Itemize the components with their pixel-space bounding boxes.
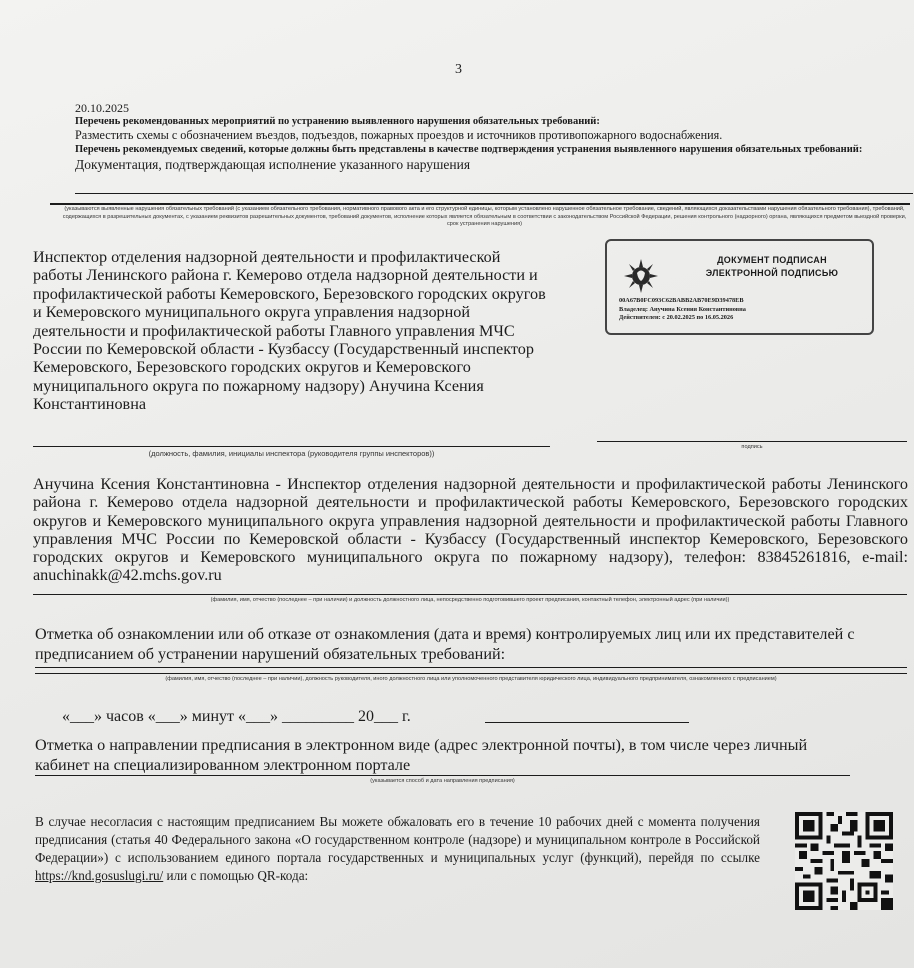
mchs-emblem-icon: [621, 257, 661, 300]
signature-caption: подпись: [741, 444, 763, 450]
electronic-caption: (указывается способ и дата направления предписания): [370, 778, 515, 784]
measures-section: [75, 115, 913, 173]
evidence-text: Документация, подтверждающая исполнение указанного нарушения: [75, 157, 471, 172]
evidence-heading: Перечень рекомендуемых сведений, которые должны быть представлены в качестве подтверждения устранения выявленного нарушения обязательных требований:: [75, 144, 863, 155]
measures-heading: Перечень рекомендованных мероприятий по устранению выявленного нарушения обязательных требований:: [75, 116, 600, 127]
appeal-suffix: или с помощью QR-кода:: [166, 868, 309, 884]
acknowledgement-line: [35, 673, 907, 674]
executor-underline: [33, 594, 907, 595]
signature-title-line1: ДОКУМЕНТ ПОДПИСАН: [717, 255, 827, 265]
executor-block: Анучина Ксения Константиновна - Инспектор отделения надзорной деятельности и профилактической работы Ленинского района г. Кемерово отдела надзорной деятельности и профилактической работы Кемеровского, Березовского городских округов и Кемеровского муниципального округа управления надзорной деятельности и профилактической работы Главного управления МЧС России по Кемеровской области - Кузбассу (Государственный инспектор Кемеровского, Березовского городских округов и Кемеровского муниципального округа по пожарному надзору), телефон: 83845261816, e-mail: anuchinakk@42.mchs.gov.ru: [33, 475, 908, 585]
qr-code[interactable]: [795, 812, 893, 910]
appeal-text: В случае несогласия с настоящим предписанием Вы можете обжаловать его в течение 10 рабочих дней с момента получения предписания (статья 40 Федерального закона «О государственном контроле (надзоре) и муниципальном контроле в Российской Федерации») с использованием единого портала государственных и муниципальных услуг (функций), перейдя по ссылке: [35, 814, 760, 866]
gosuslugi-link[interactable]: https://knd.gosuslugi.ru/: [35, 868, 164, 884]
electronic-delivery-text: Отметка о направлении предписания в электронном виде (адрес электронной почты), в том числе через личный кабинет на специализированном электронном портале: [35, 736, 808, 774]
signature-line: [597, 441, 907, 442]
inspector-underline: [33, 446, 550, 447]
violations-caption: (указываются выявленные нарушения обязательных требований (с указанием обязательного требования, нормативного правового акта и его структурной единицы, которым установлено нарушенное обязательное требование, сведений, являющихся доказательствами нарушения обязательного требования), требований, содержащихся в разрешительных документах, с указанием реквизитов разрешительных документов, требований документов, исполнение которых является обязательным в соответствии с законодательством Российской Федерации, решения контрольного (надзорного) органа, являющихся предметом выездной проверки, срок устранения нарушения): [62, 206, 907, 227]
certificate-number: 00A67B0FC093C62BABB2AB70E9D39478EB: [619, 297, 744, 304]
divider-line: [50, 203, 910, 205]
electronic-underline: [35, 775, 850, 776]
acknowledgement-line: [35, 667, 907, 668]
certificate-owner: Владелец: Анучина Ксения Константиновна: [619, 305, 746, 313]
inspector-block: Инспектор отделения надзорной деятельности и профилактической работы Ленинского района г. Кемерово отдела надзорной деятельности и профилактической работы Кемеровского, Березовского городских округов и Кемеровского муниципального округа управления надзорной деятельности и профилактической работы Главного управления МЧС России по Кемеровской области - Кузбассу (Государственный инспектор Кемеровского, Березовского городских округов и Кемеровского муниципального округа по пожарному надзору) Анучина Ксения Константиновна: [33, 248, 546, 414]
signature-title: [677, 254, 867, 280]
certificate-validity: Действителен: с 20.02.2025 по 16.05.2026: [619, 314, 734, 321]
signature-field-line: [485, 722, 689, 723]
divider-line: [75, 193, 913, 194]
e-signature-stamp: [605, 239, 874, 335]
signature-details: [619, 297, 746, 323]
inspector-caption: (должность, фамилия, инициалы инспектора (руководителя группы инспекторов)): [148, 449, 435, 458]
executor-caption: (фамилия, имя, отчество (последнее – при наличии) и должность должностного лица, непосредственно подготовившего проект предписания, контактный телефон, электронный адрес (при наличии)): [210, 597, 730, 603]
appeal-notice: [35, 813, 760, 885]
acknowledgement-caption: (фамилия, имя, отчество (последнее – при наличии), должность руководителя, иного должностного лица или уполномоченного представителя юридического лица, индивидуального предпринимателя, ознакомленного с предписанием): [165, 676, 777, 682]
document-date: 20.10.2025: [75, 101, 129, 115]
page-number: 3: [455, 62, 462, 77]
measures-text: Разместить схемы с обозначением въездов, подъездов, пожарных проездов и источников противопожарного водоснабжения.: [75, 128, 723, 142]
date-time-fields: «___» часов «___» минут «___» _________ 20___ г.: [62, 708, 411, 725]
acknowledgement-text: Отметка об ознакомлении или об отказе от ознакомления (дата и время) контролируемых лиц или их представителей с предписанием об устранении нарушений обязательных требований:: [35, 625, 855, 663]
signature-title-line2: ЭЛЕКТРОННОЙ ПОДПИСЬЮ: [705, 268, 839, 278]
